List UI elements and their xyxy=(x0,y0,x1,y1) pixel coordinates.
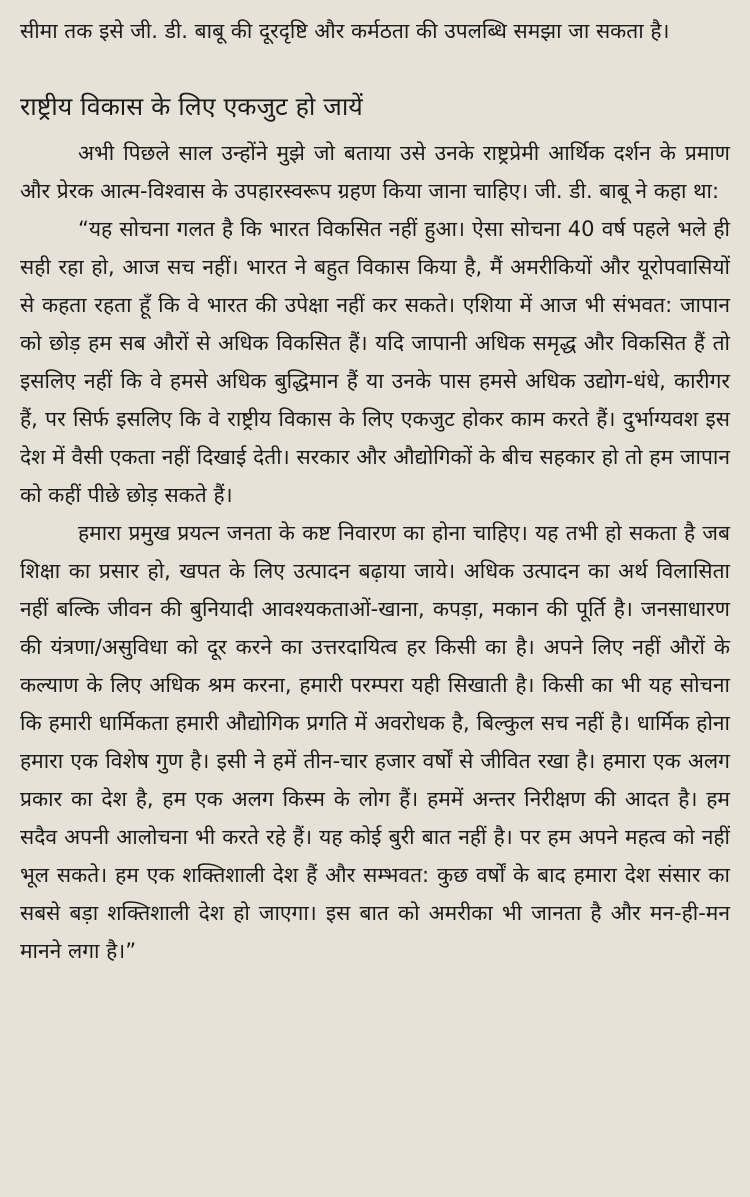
paragraph-1: अभी पिछले साल उन्होंने मुझे जो बताया उसे उनके राष्ट्रप्रेमी आर्थिक दर्शन के प्रमाण और प्रेरक आत्म-विश्वास के उपहारस्वरूप ग्रहण किया जाना चाहिए। जी. डी. बाबू ने कहा था: xyxy=(20,141,730,203)
paragraph-3: हमारा प्रमुख प्रयत्न जनता के कष्ट निवारण का होना चाहिए। यह तभी हो सकता है जब शिक्षा का प्रसार हो, खपत के लिए उत्पादन बढ़ाया जाये। अधिक उत्पादन का अर्थ विलासिता नहीं बल्कि जीवन की बुनियादी आवश्यकताओं-खाना, कपड़ा, मकान की पूर्ति है। जनसाधारण की यंत्रणा/असुविधा को दूर करने का उत्तरदायित्व हर किसी का है। अपने लिए नहीं औरों के कल्याण के लिए अधिक श्रम करना, हमारी परम्परा यही सिखाती है। किसी का भी यह सोचना कि हमारी धार्मिकता हमारी औद्योगिक प्रगति में अवरोधक है, बिल्कुल सच नहीं है। धार्मिक होना हमारा एक विशेष गुण है। इसी ने हमें तीन-चार हजार वर्षों से जीवित रखा है। हमारा एक अलग प्रकार का देश है, हम एक अलग किस्म के लोग हैं। हममें अन्तर निरीक्षण की आदत है। हम सदैव अपनी आलोचना भी करते रहे हैं। यह कोई बुरी बात नहीं है। पर हम अपने महत्व को नहीं भूल सकते। हम एक शक्तिशाली देश हैं और सम्भवत: कुछ वर्षों के बाद हमारा देश संसार का सबसे बड़ा शक्तिशाली देश हो जाएगा। इस बात को अमरीका भी जानता है और मन-ही-मन मानने लगा है।” xyxy=(20,521,730,963)
opening-paragraph: सीमा तक इसे जी. डी. बाबू की दूरदृष्टि और कर्मठता की उपलब्धि समझा जा सकता है। xyxy=(20,19,670,43)
paragraph-2-quote: “यह सोचना गलत है कि भारत विकसित नहीं हुआ। ऐसा सोचना 40 वर्ष पहले भले ही सही रहा हो, आज सच नहीं। भारत ने बहुत विकास किया है, मैं अमरीकियों और यूरोपवासियों से कहता रहता हूँ कि वे भारत की उपेक्षा नहीं कर सकते। एशिया में आज भी संभवत: जापान को छोड़ हम सब औरों से अधिक विकसित हैं। यदि जापानी अधिक समृद्ध और विकसित हैं तो इसलिए नहीं कि वे हमसे अधिक बुद्धिमान हैं या उनके पास हमसे अधिक उद्योग-धंधे, कारीगर हैं, पर सिर्फ इसलिए कि वे राष्ट्रीय विकास के लिए एकजुट होकर काम करते हैं। दुर्भाग्यवश इस देश में वैसी एकता नहीं दिखाई देती। सरकार और औद्योगिकों के बीच सहकार हो तो हम जापान को कहीं पीछे छोड़ सकते हैं। xyxy=(20,217,730,507)
section-heading: राष्ट्रीय विकास के लिए एकजुट हो जायें xyxy=(20,92,363,121)
